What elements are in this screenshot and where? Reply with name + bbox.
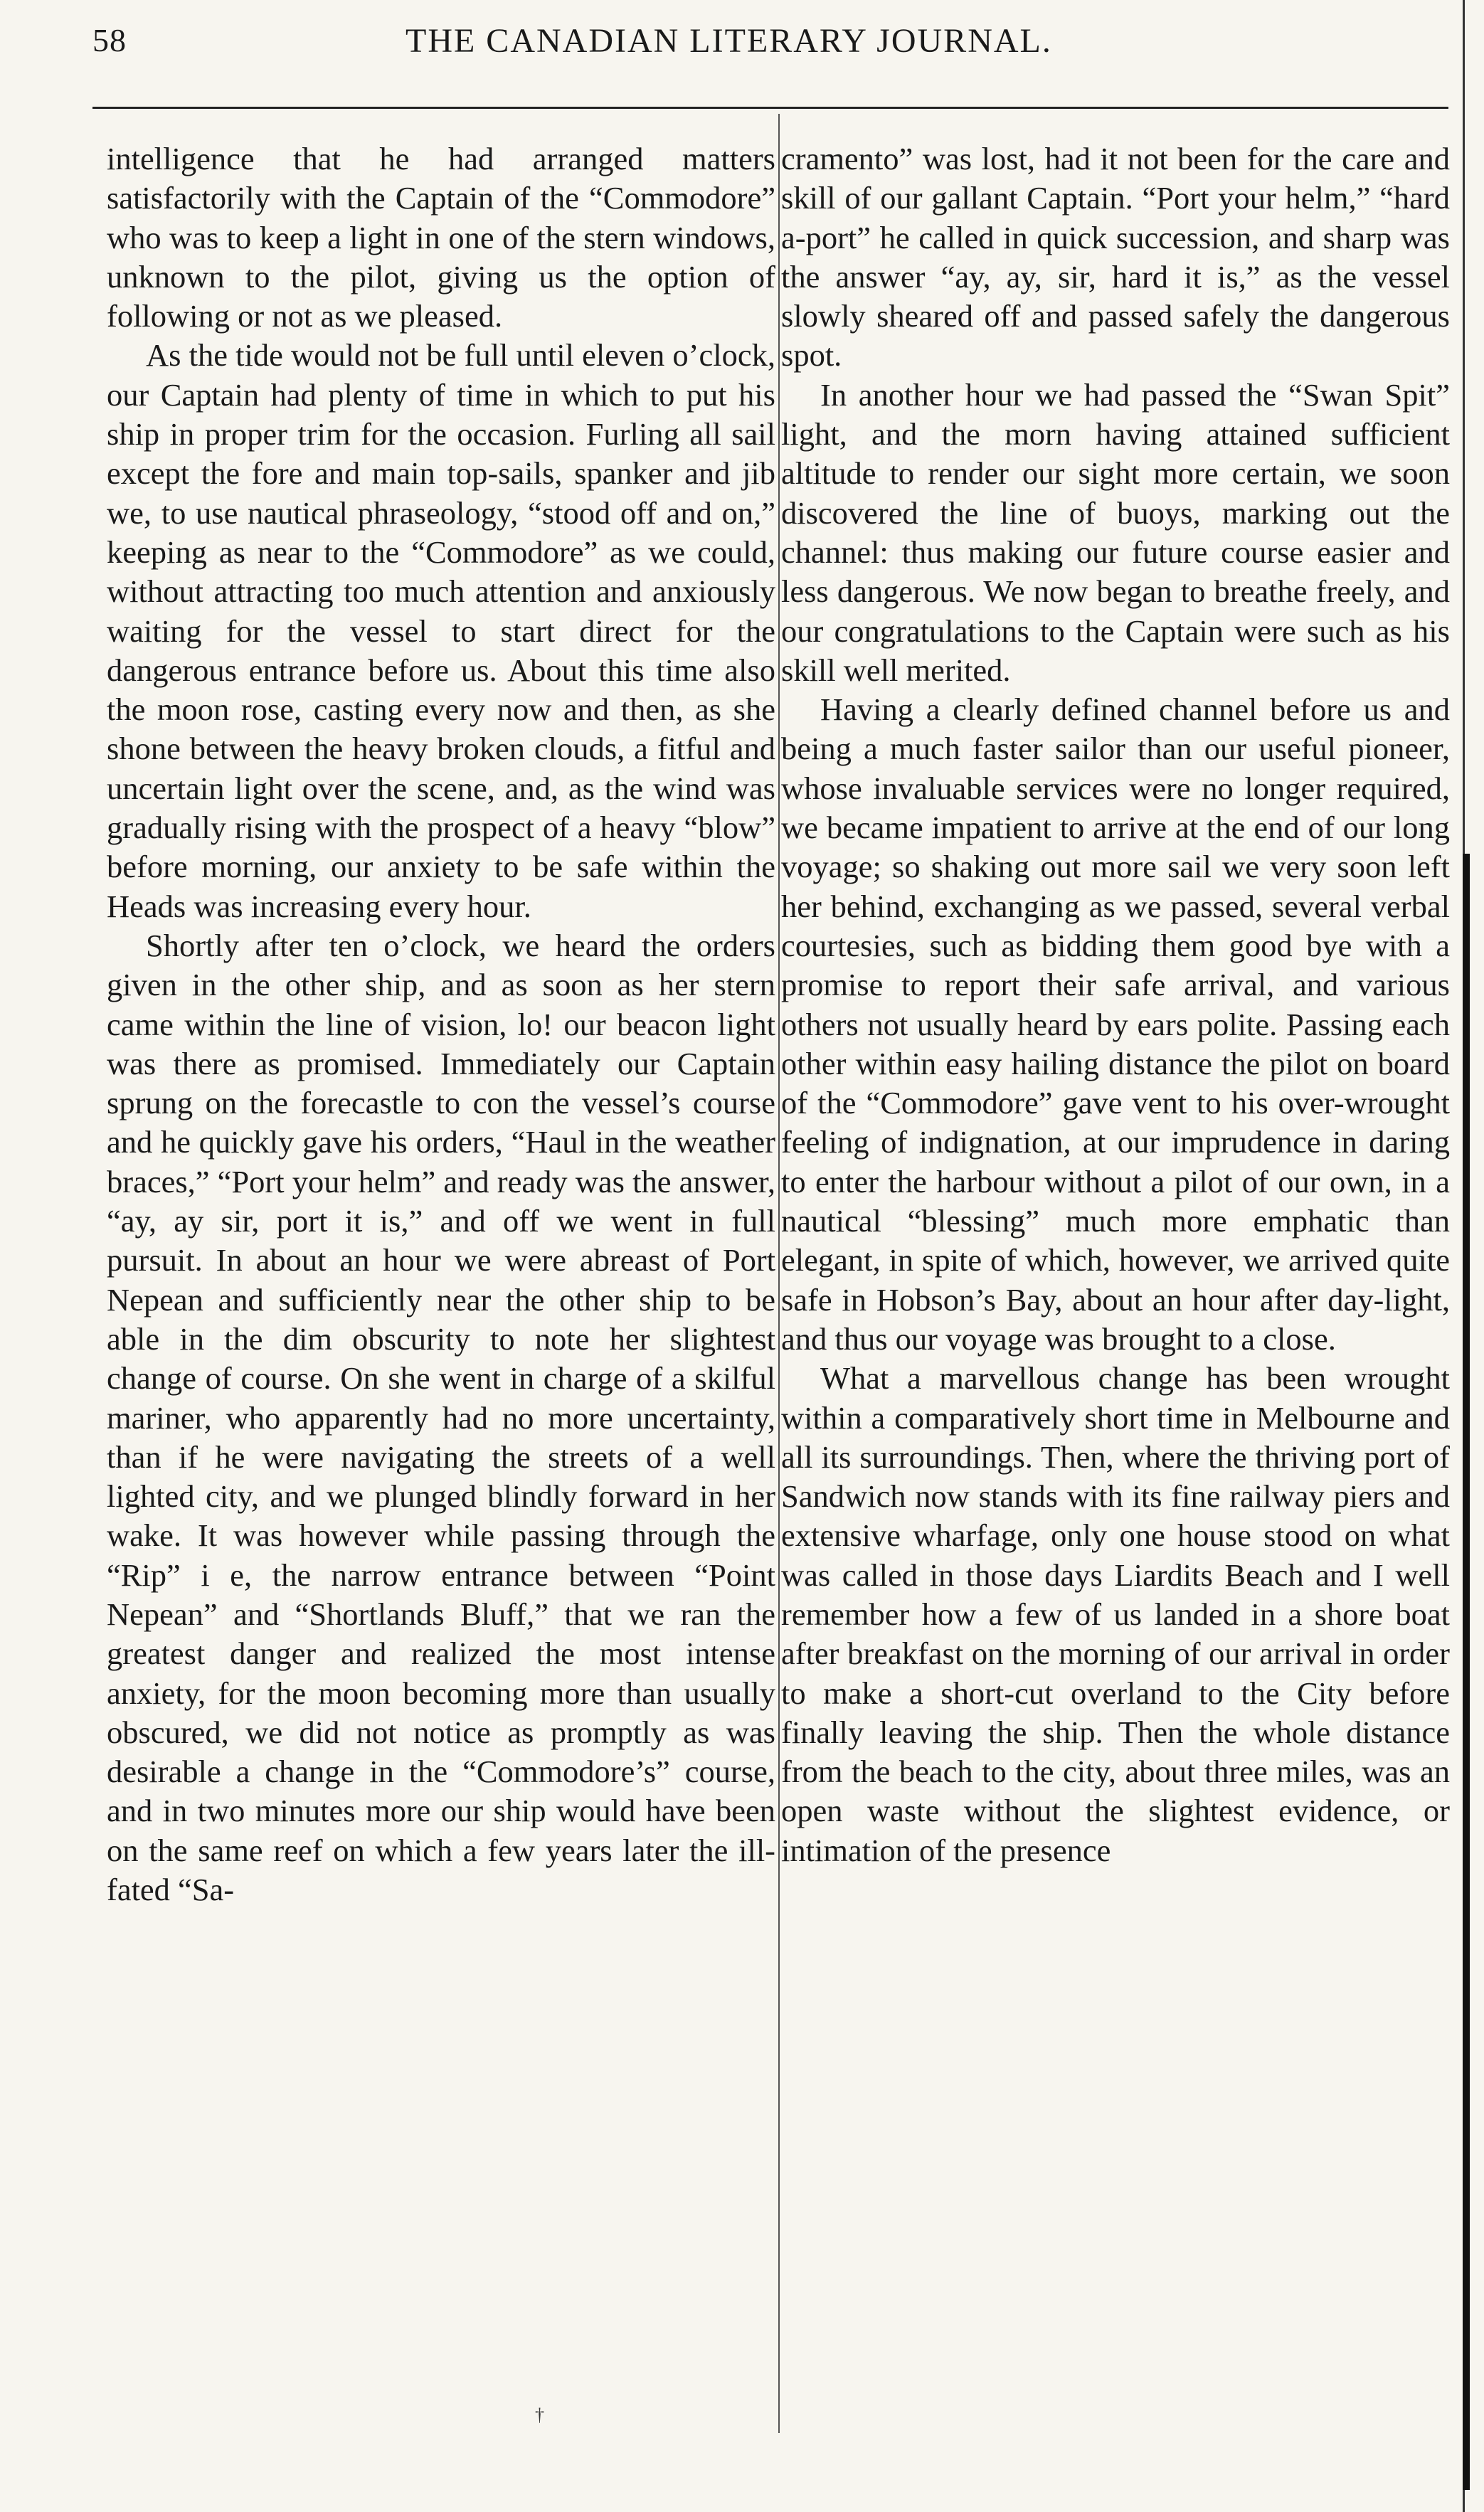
page-edge-shadow [1463, 854, 1470, 2490]
page-header [92, 17, 1444, 67]
running-head: THE CANADIAN LITERARY JOURNAL. [406, 22, 1052, 60]
left-column [107, 139, 775, 2345]
paragraph: Having a clearly defined channel before us and being a much faster sailor than our useful pioneer, whose invaluable services were no longer required, we became impatient to arrive at the end of our long voyage; so shaking out more sail we very soon left her behind, exchanging as we passed, several verbal courtesies, such as bidding them good bye with a promise to report their safe arrival, and various others not usually heard by ears polite. Passing each other within easy hailing distance the pilot on board of the “Commodore” gave vent to his over-wrought feeling of indignation, at our imprudence in daring to enter the harbour without a pilot of our own, in a nautical “blessing” much more emphatic than elegant, in spite of which, however, we arrived quite safe in Hobson’s Bay, about an hour after day-light, and thus our voyage was brought to a close. [781, 691, 1450, 1357]
paragraph: In another hour we had passed the “Swan Spit” light, and the morn having attained sufficient altitude to render our sight more certain, we soon discovered the line of buoys, marking out the channel: thus making our future course easier and less dangerous. We now began to breathe freely, and our congratulations to the Captain were such as his skill well merited. [781, 376, 1450, 688]
right-column [781, 139, 1450, 2345]
paragraph: intelligence that he had arranged matters satisfactorily with the Captain of the “Commodore” who was to keep a light in one of the stern windows, unknown to the pilot, giving us the option of following or not as we pleased. [107, 141, 775, 334]
footer-mark: † [535, 2405, 544, 2425]
paragraph: As the tide would not be full until eleven o’clock, our Captain had plenty of time in which to put his ship in proper trim for the occasion. Furling all sail except the fore and main top-sails, spanker and jib we, to use nautical phraseology, “stood off and on,” keeping as near to the “Commodore” as we could, without attracting too much attention and anxiously waiting for the vessel to start direct for the dangerous entrance before us. About this time also the moon rose, casting every now and then, as she shone between the heavy broken clouds, a fitful and uncertain light over the scene, and, as the wind was gradually rising with the prospect of a heavy “blow” before morning, our anxiety to be safe within the Heads was increasing every hour. [107, 337, 775, 924]
paragraph: What a marvellous change has been wrought within a comparatively short time in Melbourne and all its surroundings. Then, where the thriving port of Sandwich now stands with its fine railway piers and extensive wharfage, only one house stood on what was called in those days Liardits Beach and I well remember how a few of us landed in a shore boat after breakfast on the morning of our arrival in order to make a short-cut overland to the City before finally leaving the ship. Then the whole distance from the beach to the city, about three miles, was an open waste without the slightest evidence, or intimation of the presence [781, 1360, 1450, 1868]
header-rule [92, 107, 1448, 109]
paragraph: Shortly after ten o’clock, we heard the orders given in the other ship, and as soon as her stern came within the line of vision, lo! our beacon light was there as promised. Immediately our Captain sprung on the forecastle to con the vessel’s course and he quickly gave his orders, “Haul in the weather braces,” “Port your helm” and ready was the answer, “ay, ay sir, port it is,” and off we went in full pursuit. In about an hour we were abreast of Port Nepean and sufficiently near the other ship to be able in the dim obscurity to note her slightest change of course. On she went in charge of a skilful mariner, who apparently had no more uncertainty, than if he were navigating the streets of a well lighted city, and we plunged blindly forward in her wake. It was however while passing through the “Rip” i e, the narrow entrance between “Point Nepean” and “Shortlands Bluff,” that we ran the greatest danger and realized the most intense anxiety, for the moon becoming more than usually obscured, we did not notice as promptly as was desirable a change in the “Commodore’s” course, and in two minutes more our ship would have been on the same reef on which a few years later the ill-fated “Sa- [107, 927, 775, 1908]
column-divider [778, 114, 780, 2433]
paragraph: cramento” was lost, had it not been for the care and skill of our gallant Captain. “Port your helm,” “hard a-port” he called in quick succession, and sharp was the answer “ay, ay, sir, hard it is,” as the vessel slowly sheared off and passed safely the dangerous spot. [781, 141, 1450, 373]
page-number: 58 [92, 22, 127, 58]
